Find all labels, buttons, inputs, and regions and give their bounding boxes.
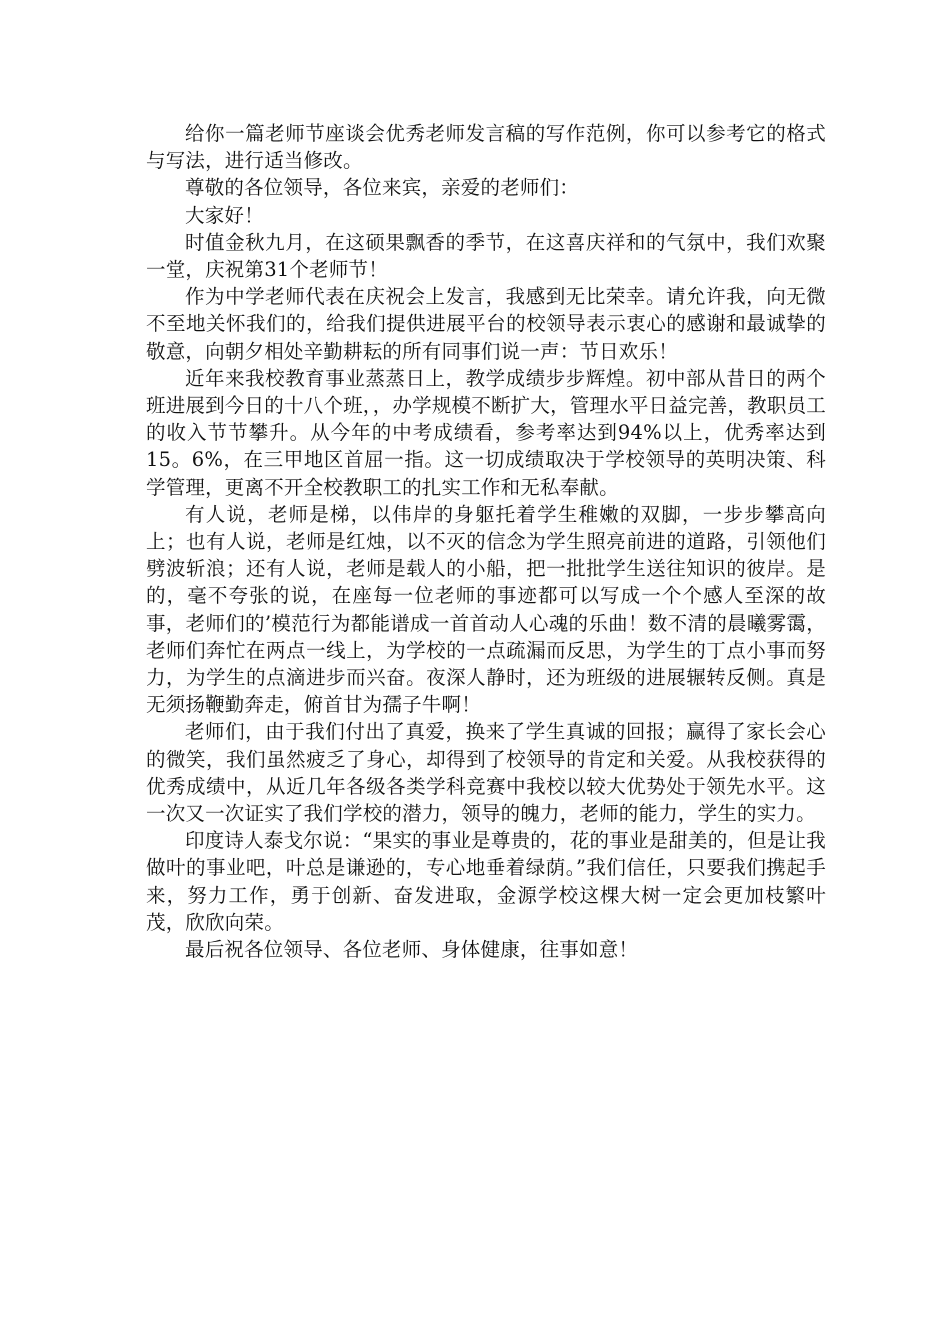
greeting: 大家好！ — [185, 203, 264, 227]
intro-paragraph: 给你一篇老师节座谈会优秀老师发言稿的写作范例，你可以参考它的格式与写法，进行适当修改。 — [146, 122, 826, 173]
closing-paragraph: 最后祝各位领导、各位老师、身体健康，往事如意！ — [185, 938, 639, 962]
body-paragraph: 近年来我校教育事业蒸蒸日上，教学成绩步步辉煌。初中部从昔日的两个班进展到今日的十八个班，，办学规模不断扩大，管理水平日益完善，教职员工的收入节节攀升。从今年的中考成绩看，参考率达到94%以上，优秀率达到15。6%，在三甲地区首屈一指。这一切成绩取决于学校领导的英明决策、科学管理，更离不开全校教职工的扎实工作和无私奉献。 — [146, 366, 826, 499]
body-paragraph: 老师们，由于我们付出了真爱，换来了学生真诚的回报；赢得了家长会心的微笑，我们虽然疲乏了身心，却得到了校领导的肯定和关爱。从我校获得的优秀成绩中，从近几年各级各类学科竞赛中我校以较大优势处于领先水平。这一次又一次证实了我们学校的潜力，领导的魄力，老师的能力，学生的实力。 — [146, 720, 826, 826]
body-paragraph: 时值金秋九月，在这硕果飘香的季节，在这喜庆祥和的气氛中，我们欢聚一堂，庆祝第31个老师节！ — [146, 230, 826, 282]
body-paragraph: 有人说，老师是梯，以伟岸的身躯托着学生稚嫩的双脚，一步步攀高向上；也有人说，老师是红烛，以不灭的信念为学生照亮前进的道路，引领他们劈波斩浪；还有人说，老师是载人的小船，把一批批学生送往知识的彼岸。是的，毫不夸张的说，在座每一位老师的事迹都可以写成一个个感人至深的故事，老师们的’模范行为都能谱成一首首动人心魂的乐曲！数不清的晨曦雾霭，老师们奔忙在两点一线上，为学校的一点疏漏而反思，为学生的丁点小事而努力，为学生的点滴进步而兴奋。夜深人静时，还为班级的进展辗转反侧。真是无须扬鞭勤奔走，俯首甘为孺子牛啊！ — [146, 502, 826, 717]
document-body — [146, 120, 826, 963]
salutation: 尊敬的各位领导，各位来宾，亲爱的老师们： — [185, 176, 580, 200]
body-paragraph: 印度诗人泰戈尔说：“果实的事业是尊贵的，花的事业是甜美的，但是让我做叶的事业吧，叶总是谦逊的，专心地垂着绿荫。”我们信任，只要我们携起手来，努力工作，勇于创新、奋发进取，金源学校这棵大树一定会更加枝繁叶茂，欣欣向荣。 — [146, 829, 826, 934]
body-paragraph: 作为中学老师代表在庆祝会上发言，我感到无比荣幸。请允许我，向无微不至地关怀我们的，给我们提供进展平台的校领导表示衷心的感谢和最诚挚的敬意，向朝夕相处辛勤耕耘的所有同事们说一声：节日欢乐！ — [146, 285, 826, 363]
